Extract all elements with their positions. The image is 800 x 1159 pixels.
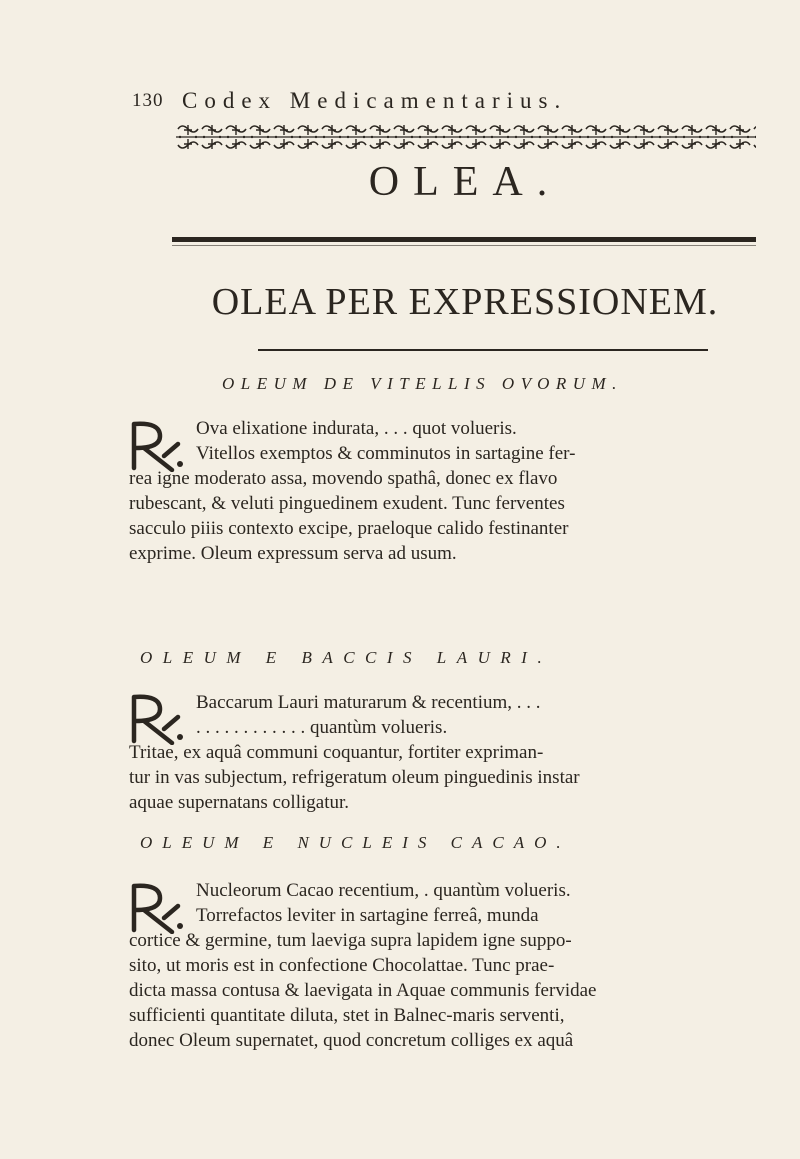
recipe-line: cortice & germine, tum laeviga supra lapidem igne suppo- — [129, 930, 572, 951]
recipe-line: donec Oleum supernatet, quod concretum colliges ex aquâ — [129, 1030, 574, 1051]
recipe-line: Tritae, ex aquâ communi coquantur, fortiter expriman- — [129, 742, 544, 763]
recipe-title: OLEUM DE VITELLIS OVORUM. — [222, 374, 623, 393]
recipe-line: Baccarum Lauri maturarum & recentium, . . . — [196, 692, 541, 713]
recipe-line: tur in vas subjectum, refrigeratum oleum pinguedinis instar — [129, 767, 580, 788]
recipe-line: . . . . . . . . . . . . quantùm volueris. — [196, 717, 448, 738]
heading-rule — [258, 349, 708, 351]
recipe-line: sacculo piiis contexto excipe, praeloque calido festinanter — [129, 518, 569, 539]
running-head — [132, 88, 692, 118]
section-divider — [172, 237, 756, 242]
recipe-line: Vitellos exemptos & comminutos in sartagine fer- — [196, 443, 576, 464]
section-divider-thin — [172, 245, 756, 246]
recipe-line: Torrefactos leviter in sartagine ferreâ, munda — [196, 905, 539, 926]
recipe-line: aquae supernatans colligatur. — [129, 792, 350, 813]
recipe-line: sito, ut moris est in confectione Chocolattae. Tunc prae- — [129, 955, 555, 976]
recipe-line: Ova elixatione indurata, . . . quot volueris. — [196, 418, 517, 439]
recipe-title: OLEUM E NUCLEIS CACAO. — [140, 833, 571, 852]
recipe-symbol-icon — [128, 693, 188, 745]
ornament-band-graphic — [176, 123, 756, 151]
main-heading: OLEA PER EXPRESSIONEM. — [211, 281, 719, 323]
recipe-line: dicta massa contusa & laevigata in Aquae communis fervidae — [129, 980, 597, 1001]
recipe-line: sufficienti quantitate diluta, stet in Balnec-maris serventi, — [129, 1005, 565, 1026]
section-title: OLEA. — [368, 159, 562, 205]
recipe-title: OLEUM E BACCIS LAURI. — [140, 648, 553, 667]
page-number: 130 — [132, 90, 164, 111]
recipe-line: exprime. Oleum expressum serva ad usum. — [129, 543, 457, 564]
recipe-line: rubescant, & veluti pinguedinem exudent. Tunc ferventes — [129, 493, 565, 514]
recipe-symbol-icon — [128, 882, 188, 934]
recipe-line: Nucleorum Cacao recentium, . quantùm volueris. — [196, 880, 571, 901]
ornament-band — [176, 123, 756, 151]
recipe-symbol-icon — [128, 420, 188, 472]
running-title: Codex Medicamentarius. — [182, 88, 568, 113]
recipe-line: rea igne moderato assa, movendo spathâ, donec ex flavo — [129, 468, 558, 489]
